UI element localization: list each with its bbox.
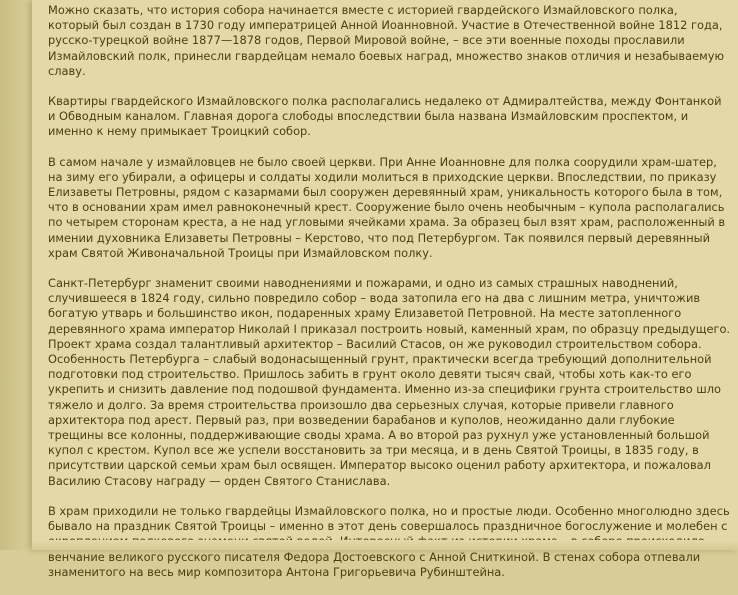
paragraph-regiment-quarters: Квартиры гвардейского Измайловского полка располагались недалеко от Адмиралтейства, между Фонтанкой и Обводным каналом. Главная дорога слободы впоследствии была названа Измайловским проспектом, и именно к нему примыкает Троицкий собор. [48,94,722,139]
paragraph-stone-cathedral: Санкт-Петербург знаменит своими наводнениями и пожарами, и одно из самых страшных наводнений, случившееся в 1824 году, сильно повредило собор – вода затопила его на два с лишним метра, уничтожив богатую утварь и большинство икон, подаренных храму Елизаветой Петровной. На месте затопленного деревянного храма император Николай I приказал построить новый, каменный храм, по образцу предыдущего. Проект храма создал талантливый архитектор – Василий Стасов, он же руководил строительством собора. Особенность Петербурга – слабый водонасыщенный грунт, практически всегда требующий дополнительной подготовки под строительство. Пришлось забить в грунт около девяти тысяч свай, чтобы хоть как-то его укрепить и снизить давление под подошвой фундамента. Именно из-за специфики грунта строительство шло тяжело и долго. За время строительства произошло два серьезных случая, которые привели главного архитектора под арест. Первый раз, при возведении барабанов и куполов, неожиданно дали глубокие трещины все колонны, поддерживающие своды храма. А во второй раз рухнул уже установленный большой купол с крестом. Купол все же успели восстановить за три месяца, и в день Святой Троицы, в 1835 году, в присутствии царской семьи храм был освящен. Император высоко оценил работу архитектора, и пожаловал Василию Стасову награду — орден Святого Станислава. [48,276,731,488]
article-text [48,3,732,595]
content-panel [32,0,738,579]
page-bottom-edge [32,540,738,550]
paragraph-regiment-history: Можно сказать, что история собора начинается вместе с историей гвардейского Измайловского полка, который был создан в 1730 году императрицей Анной Иоанновной. Участие в Отечественной войне 1812 года, русско-турецкой войне 1877—1878 годов, Первой Мировой войне, – все эти военные походы прославили Измайловский полк, принесли гвардейцам немало боевых наград, множество знаков отличия и незабываемую славу. [48,3,725,78]
paragraph-parishioners: В храм приходили не только гвардейцы Измайловского полка, но и простые люди. Особенно многолюдно здесь бывало на праздник Святой Троицы – именно в этот день совершалось праздничное богослужение и молебен с венчание великого русского писателя Федора Достоевского с Анной Сниткиной. В стенах собора отпевали знаменитого на весь мир композитора Антона Григорьевича Рубинштейна. [48,503,730,579]
paragraph-first-church: В самом начале у измайловцев не было своей церкви. При Анне Иоанновне для полка соорудили храм-шатер, на зиму его убирали, а офицеры и солдаты ходили молиться в приходские церкви. Впоследствии, по приказу Елизаветы Петровны, рядом с казармами был сооружен деревянный храм, уникальность которого была в том, что в основании храм имел равноконечный крест. Сооружение было очень необычным – купола располагались по четырем сторонам креста, а не над угловыми ячейками храма. За образец был взят храм, расположенный в имении духовника Елизаветы Петровны – Керстово, что под Петербургом. Так появился первый деревянный храм Святой Живоначальной Троицы при Измайловском полку. [48,154,726,260]
